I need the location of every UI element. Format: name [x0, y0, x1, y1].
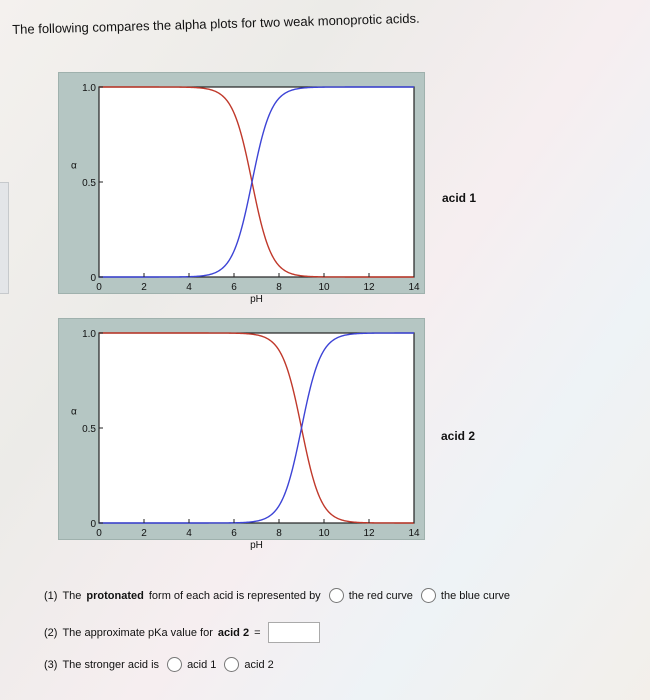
option-acid-2-label: acid 2 [244, 658, 274, 671]
x-tick-label: 10 [318, 528, 330, 539]
q2-text: The approximate pKa value for [62, 626, 213, 639]
intro-text: The following compares the alpha plots for two weak monoprotic acids. [12, 10, 420, 37]
x-tick-label: 0 [96, 528, 102, 539]
x-tick-label: 4 [186, 282, 192, 293]
option-blue-curve-label: the blue curve [440, 589, 510, 602]
alpha-plot-acid-1 [59, 73, 424, 305]
y-tick-label: 1.0 [82, 83, 96, 94]
question-1 [44, 588, 510, 603]
radio-acid-2[interactable] [224, 657, 239, 672]
chart-panel-acid-1 [58, 72, 425, 305]
x-tick-label: 6 [231, 282, 237, 293]
x-axis-title: pH [250, 294, 263, 305]
x-axis-title: pH [250, 540, 263, 551]
x-tick-label: 8 [276, 528, 282, 539]
y-axis-title: α [71, 160, 77, 172]
q2-bold-acid: acid 2 [217, 626, 250, 639]
radio-acid-1[interactable] [167, 657, 182, 672]
option-red-curve-label: the red curve [348, 589, 413, 602]
q1-bold-word: protonated [86, 589, 144, 602]
x-tick-label: 6 [231, 528, 237, 539]
chart-panel-acid-2 [58, 318, 425, 551]
q3-number: (3) [44, 658, 58, 671]
chart-label-acid-2: acid 2 [441, 429, 476, 443]
y-tick-label: 0.5 [82, 424, 96, 435]
plot-area [99, 87, 414, 277]
y-tick-label: 1.0 [82, 329, 96, 340]
y-axis-title: α [71, 406, 77, 418]
radio-red-curve[interactable] [329, 588, 344, 603]
x-tick-label: 12 [363, 528, 375, 539]
x-tick-label: 0 [96, 282, 102, 293]
plot-area [99, 333, 414, 523]
x-tick-label: 4 [186, 528, 192, 539]
x-tick-label: 14 [408, 528, 420, 539]
radio-blue-curve[interactable] [421, 588, 436, 603]
option-acid-1-label: acid 1 [187, 658, 217, 671]
q2-suffix: = [254, 626, 261, 639]
q3-text: The stronger acid is [62, 658, 160, 671]
x-tick-label: 2 [141, 282, 147, 293]
side-tab [0, 182, 9, 294]
x-tick-label: 2 [141, 528, 147, 539]
q1-number: (1) [44, 589, 58, 602]
q1-text-after: form of each acid is represented by [148, 589, 321, 602]
pka-input[interactable] [268, 622, 320, 643]
question-3 [44, 657, 274, 672]
y-tick-label: 0 [90, 273, 96, 284]
x-tick-label: 12 [363, 282, 375, 293]
x-tick-label: 14 [408, 282, 420, 293]
question-2 [44, 622, 320, 643]
chart-label-acid-1: acid 1 [442, 191, 477, 205]
y-tick-label: 0 [90, 519, 96, 530]
x-tick-label: 8 [276, 282, 282, 293]
q1-text-before: The [62, 589, 82, 602]
q2-number: (2) [44, 626, 58, 639]
y-tick-label: 0.5 [82, 178, 96, 189]
alpha-plot-acid-2 [59, 319, 424, 551]
x-tick-label: 10 [318, 282, 330, 293]
